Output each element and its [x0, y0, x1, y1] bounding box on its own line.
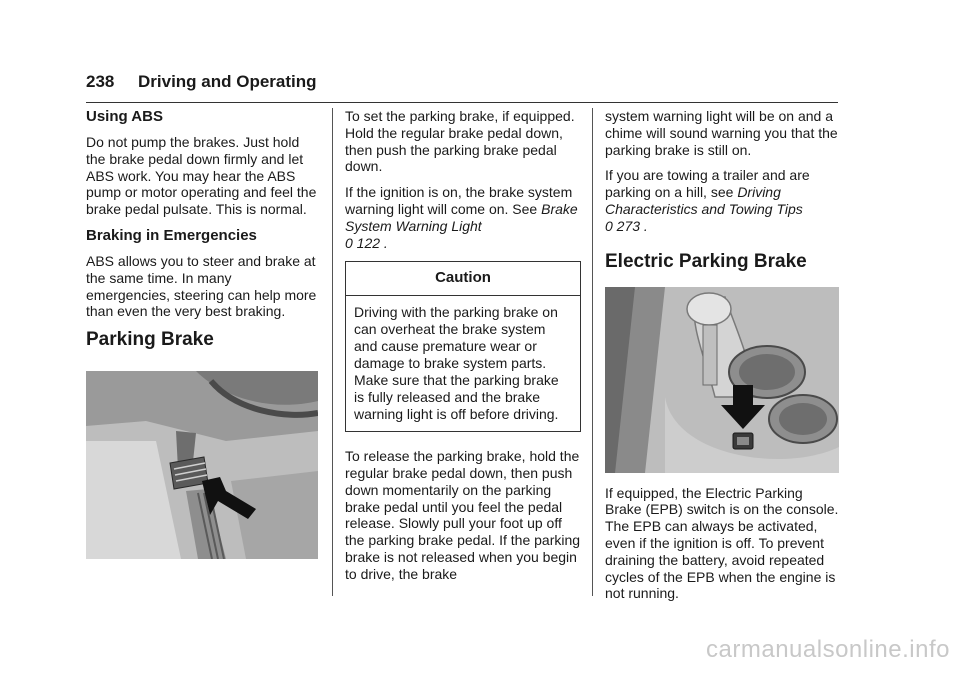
parking-brake-pedal-illustration	[86, 371, 318, 559]
parking-brake-heading: Parking Brake	[86, 329, 214, 351]
epb-switch-illustration	[605, 287, 839, 473]
abs-paragraph: Do not pump the brakes. Just hold the brake pedal down firmly and let ABS work. You may hear the ABS pump or motor operating and feel the brake pedal pulsate. This is normal.	[86, 134, 317, 218]
console-drawing	[605, 287, 839, 473]
column-1	[86, 108, 318, 559]
emergency-paragraph: ABS allows you to steer and brake at the same time. In many emergencies, steering can help more than even the very best braking.	[86, 252, 317, 320]
brake-warning-light-link[interactable]: Brake System Warning Light	[345, 200, 578, 234]
caution-title: Caution	[346, 262, 580, 296]
epb-paragraph: If equipped, the Electric Parking Brake (EPB) switch is on the console. The EPB can always be activated, even if the ignition is off. To prevent draining the battery, avoid repeated cycles of the EPB when the engine is not running.	[605, 484, 839, 602]
set-parking-brake-paragraph: To set the parking brake, if equipped. Hold the regular brake pedal down, then push the parking brake pedal down.	[345, 108, 575, 175]
towing-text: If you are towing a trailer and are parking on a hill, see	[605, 167, 810, 201]
abs-heading: Using ABS	[86, 108, 163, 125]
watermark: carmanualsonline.info	[706, 636, 950, 663]
column-3	[605, 108, 841, 611]
pedal-drawing	[86, 371, 318, 559]
page-number: 238	[86, 72, 115, 91]
page-header	[86, 72, 838, 103]
ignition-paragraph	[345, 184, 581, 251]
column-divider	[332, 108, 333, 596]
section-title: Driving and Operating	[138, 72, 317, 91]
column-divider	[592, 108, 593, 596]
ignition-text: If the ignition is on, the brake system warning light will come on. See	[345, 184, 573, 217]
column-2	[345, 108, 581, 592]
epb-heading: Electric Parking Brake	[605, 250, 807, 272]
release-parking-brake-paragraph: To release the parking brake, hold the regular brake pedal down, then push down momentarily on the parking brake pedal until you feel the pedal release. Slowly pull your foot up off the parking brake pedal. If the parking brake is not released when you begin to drive, the brake	[345, 448, 581, 582]
page-reference[interactable]: 0 122 .	[345, 234, 388, 251]
towing-tips-link[interactable]: Driving Characteristics and Towing Tips	[605, 184, 803, 217]
caution-box	[345, 261, 581, 432]
caution-text: Driving with the parking brake on can overheat the brake system and cause premature wear or damage to brake system parts. Make sure that the parking brake is fully released and the brake warning light is off before driving.	[354, 304, 559, 423]
continued-paragraph: system warning light will be on and a chime will sound warning you that the parking brake is still on.	[605, 108, 838, 158]
emergency-heading: Braking in Emergencies	[86, 226, 257, 244]
page-reference[interactable]: 0 273 .	[605, 217, 648, 234]
towing-paragraph	[605, 167, 841, 234]
